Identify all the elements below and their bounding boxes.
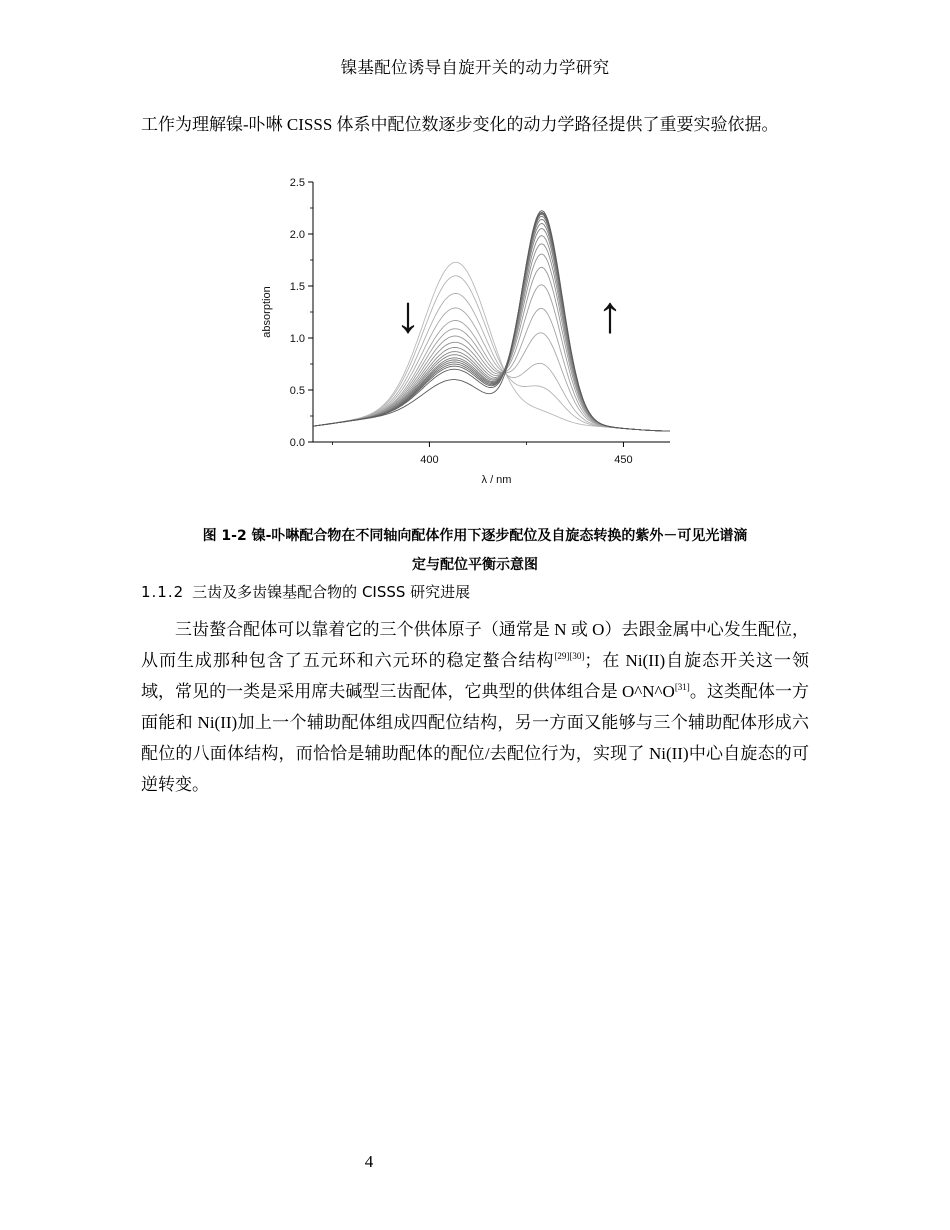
y-axis-label: absorption xyxy=(261,286,273,338)
citation-29-30: [29][30] xyxy=(554,651,585,661)
citation-31: [31] xyxy=(674,682,690,692)
section-number: 1.1.2 xyxy=(141,583,185,601)
y-tick-label: 2.0 xyxy=(289,229,305,241)
figure-uv-vis-titration xyxy=(240,168,680,498)
page-number: 4 xyxy=(364,1152,374,1171)
paragraph-body xyxy=(141,614,809,800)
paragraph-text-1: 三齿螯合配体可以靠着它的三个供体原子（通常是 N 或 O）去跟金属中心发生配位，从而生成那种包含了五元环和六元环的稳定螯合结构 xyxy=(141,620,809,670)
figure-caption xyxy=(150,522,800,580)
paragraph-text-2: ；在 Ni(II)自旋态开关这一领域，常见的一类是采用席夫碱型三齿配体，它典型的供体组合是 O^N^O xyxy=(141,651,809,701)
y-tick-label: 1.5 xyxy=(289,281,305,293)
x-tick-label: 400 xyxy=(420,454,439,466)
paragraph-text-3: 。这类配体一方面能和 Ni(II)加上一个辅助配体组成四配位结构，另一方面又能够与三个辅助配体形成六配位的八面体结构，而恰恰是辅助配体的配位/去配位行为，实现了 Ni(II)中心自旋态的可逆转变。 xyxy=(141,682,809,794)
arrow-up-icon: ↑ xyxy=(597,286,623,344)
section-title: 三齿及多齿镍基配合物的 CISSS 研究进展 xyxy=(192,583,471,601)
arrow-down-icon: ↓ xyxy=(395,286,421,344)
figure-caption-line-1: 图 1-2 镍-卟啉配合物在不同轴向配体作用下逐步配位及自旋态转换的紫外－可见光谱滴 xyxy=(202,528,748,544)
y-tick-label: 2.5 xyxy=(289,177,305,189)
x-tick-label: 450 xyxy=(614,454,633,466)
x-axis-label: λ / nm xyxy=(481,474,512,486)
running-header: 镍基配位诱导自旋开关的动力学研究 xyxy=(340,58,610,77)
paragraph-continuation: 工作为理解镍-卟啉 CISSS 体系中配位数逐步变化的动力学路径提供了重要实验依据。 xyxy=(141,115,779,134)
y-tick-label: 0.5 xyxy=(289,385,305,397)
y-tick-label: 0.0 xyxy=(289,437,305,449)
figure-caption-line-2: 定与配位平衡示意图 xyxy=(412,557,538,573)
y-tick-label: 1.0 xyxy=(289,333,305,345)
section-heading xyxy=(141,581,470,602)
uv-vis-spectrum-chart xyxy=(240,168,680,498)
